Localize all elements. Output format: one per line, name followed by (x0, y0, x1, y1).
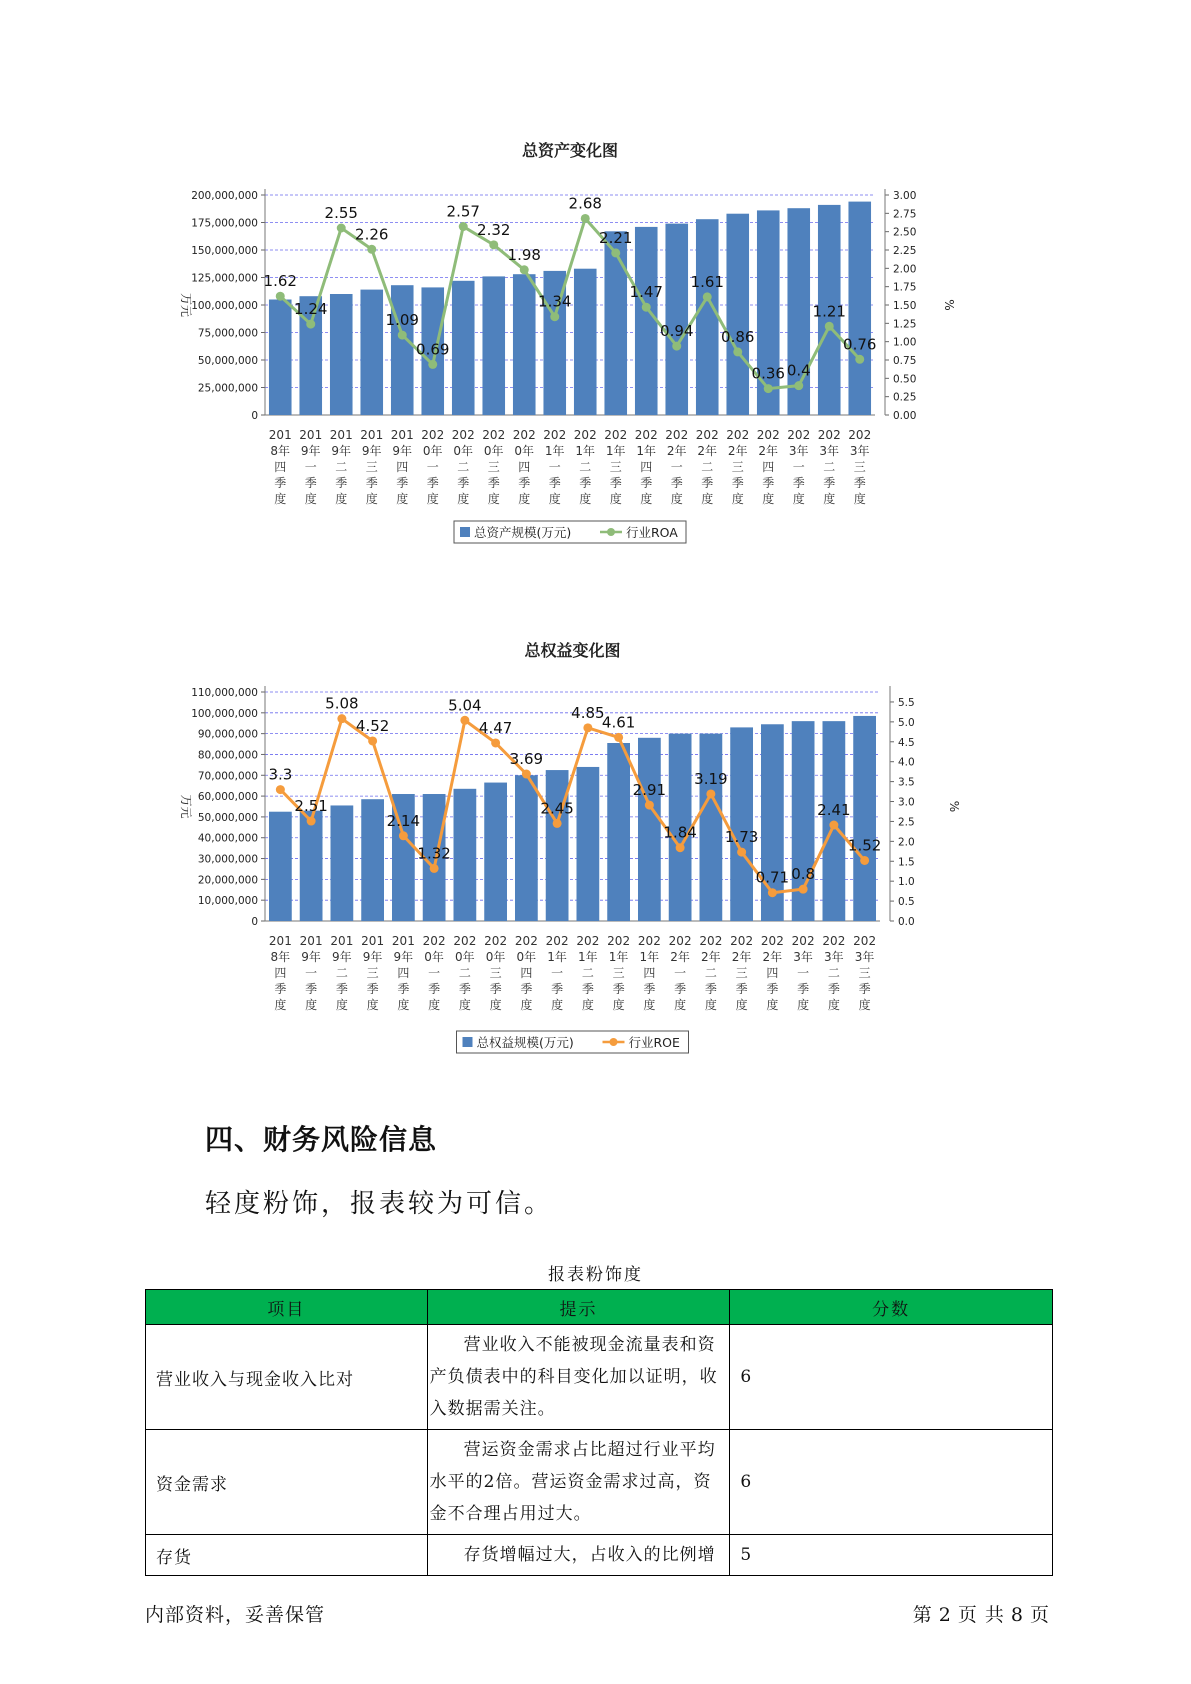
risk-summary: 轻度粉饰，报表较为可信。 (205, 1189, 554, 1219)
bar (853, 716, 876, 921)
x-tick-label: 202 2年一季度 (668, 934, 692, 1012)
bar (515, 775, 538, 921)
series-point (460, 716, 469, 725)
series-point (703, 292, 712, 301)
y-left-tick-label: 50,000,000 (197, 811, 258, 824)
x-tick-label: 202 3年二季度 (822, 934, 846, 1012)
row-score: 6 (730, 1325, 1053, 1430)
chart-title: 总权益变化图 (524, 641, 621, 660)
series-point (276, 292, 285, 301)
x-tick-label: 202 2年三季度 (726, 428, 750, 506)
y-right-tick-label: 1.00 (893, 336, 917, 349)
chart-title: 总资产变化图 (521, 141, 619, 160)
total-equity-chart (170, 640, 1030, 1100)
y-left-tick-label: 125,000,000 (191, 272, 258, 285)
series-point (581, 214, 590, 223)
y-left-tick-label: 50,000,000 (197, 355, 258, 367)
data-label: 4.61 (601, 713, 636, 732)
y-right-axis-label: % (947, 800, 961, 813)
bar (696, 219, 719, 415)
y-left-tick-label: 100,000,000 (191, 707, 258, 720)
x-tick-label: 202 0年三季度 (484, 934, 508, 1012)
bar (269, 812, 292, 921)
y-left-tick-label: 60,000,000 (197, 791, 258, 804)
series-point (611, 248, 620, 257)
bar (484, 783, 507, 921)
header-score: 分数 (730, 1290, 1053, 1325)
y-right-tick-label: 1.50 (893, 300, 917, 312)
data-label: 2.45 (540, 799, 574, 818)
data-label: 1.61 (690, 272, 724, 291)
data-label: 2.41 (817, 801, 851, 820)
row-tip: 营业收入不能被现金流量表和资产负债表中的科目变化加以证明，收入数据需关注。 (427, 1325, 730, 1430)
x-tick-label: 201 9年四季度 (391, 934, 415, 1012)
data-label: 5.08 (325, 694, 359, 713)
x-tick-label: 202 1年二季度 (573, 428, 597, 506)
x-tick-label: 201 9年二季度 (330, 934, 354, 1012)
series-point (829, 821, 838, 830)
series-point (764, 384, 773, 393)
y-left-tick-label: 0 (251, 410, 258, 422)
data-label: 2.57 (446, 202, 480, 221)
data-label: 1.62 (263, 272, 297, 291)
y-right-tick-label: 2.25 (893, 245, 917, 257)
bar (699, 734, 722, 921)
series-point (489, 240, 498, 249)
data-label: 3.19 (694, 769, 728, 788)
x-tick-label: 202 1年一季度 (543, 428, 567, 506)
legend-line-label: 行业ROE (628, 1035, 680, 1050)
x-tick-label: 201 9年四季度 (390, 428, 414, 506)
series-point (733, 347, 742, 356)
y-right-tick-label: 1.0 (898, 876, 915, 889)
x-tick-label: 202 3年三季度 (853, 934, 877, 1012)
y-right-tick-label: 0.0 (898, 916, 915, 928)
row-score: 5 (730, 1535, 1053, 1576)
x-tick-label: 202 1年一季度 (545, 934, 569, 1012)
y-right-tick-label: 3.5 (898, 776, 915, 789)
data-label: 1.34 (538, 292, 572, 311)
bar (604, 231, 627, 415)
data-label: 0.8 (791, 865, 816, 884)
series-point (337, 224, 346, 233)
series-point (642, 303, 651, 312)
data-label: 0.36 (751, 364, 785, 383)
x-tick-label: 202 0年一季度 (422, 934, 446, 1012)
bar (513, 274, 536, 415)
x-tick-label: 202 0年二季度 (451, 428, 475, 506)
data-label: 4.47 (478, 718, 513, 737)
x-tick-label: 201 8年四季度 (268, 934, 292, 1012)
bar (361, 799, 384, 921)
x-tick-label: 201 9年二季度 (329, 428, 353, 506)
section-title: 四、财务风险信息 (205, 1123, 438, 1156)
series-point (430, 864, 439, 873)
bar (452, 281, 475, 415)
data-label: 1.98 (507, 245, 541, 264)
data-label: 1.21 (812, 302, 846, 321)
header-tip: 提示 (427, 1290, 730, 1325)
bar (300, 811, 323, 921)
series-point (825, 322, 834, 331)
legend-bar-swatch (463, 1037, 473, 1047)
bar (576, 767, 599, 921)
y-right-tick-label: 1.75 (893, 281, 917, 294)
bar (665, 224, 688, 415)
y-left-tick-label: 200,000,000 (191, 190, 258, 202)
data-label: 0.86 (721, 327, 755, 346)
series-point (794, 381, 803, 390)
series-point (860, 856, 869, 865)
data-label: 1.09 (385, 311, 419, 330)
data-label: 2.55 (324, 204, 358, 222)
table-row (146, 1430, 1053, 1535)
series-point (276, 785, 285, 794)
series-point (645, 801, 654, 810)
data-label: 5.04 (448, 696, 482, 715)
data-label: 2.91 (632, 781, 667, 800)
y-right-tick-label: 4.0 (898, 756, 915, 769)
series-point (428, 360, 437, 369)
bar (453, 789, 476, 921)
data-label: 2.51 (294, 797, 328, 816)
page-prefix: 第 (912, 1604, 933, 1626)
data-label: 2.32 (477, 220, 511, 239)
row-tip: 存货增幅过大，占收入的比例增 (427, 1535, 730, 1576)
y-left-axis-label: 万元 (179, 292, 193, 318)
y-left-tick-label: 75,000,000 (197, 327, 258, 340)
x-tick-label: 202 0年三季度 (482, 428, 506, 506)
y-right-tick-label: 3.00 (893, 190, 917, 202)
y-right-axis-label: % (942, 299, 956, 311)
legend-line-label: 行业ROA (626, 525, 678, 540)
data-label: 0.69 (416, 340, 450, 359)
series-point (768, 888, 777, 897)
series-point (459, 222, 468, 231)
x-tick-label: 202 1年四季度 (634, 428, 658, 506)
y-left-tick-label: 10,000,000 (197, 895, 258, 908)
x-tick-label: 202 0年二季度 (453, 934, 477, 1012)
series-point (368, 736, 377, 745)
x-tick-label: 202 2年三季度 (730, 934, 754, 1012)
y-right-tick-label: 0.75 (893, 355, 917, 367)
x-tick-label: 202 0年四季度 (512, 428, 536, 506)
y-right-tick-label: 5.5 (898, 696, 915, 709)
y-left-tick-label: 175,000,000 (191, 217, 258, 230)
data-label: 1.47 (629, 283, 663, 302)
series-point (737, 848, 746, 857)
series-point (398, 331, 407, 340)
bar (848, 202, 871, 415)
data-label: 2.21 (599, 228, 633, 247)
table-row (146, 1535, 1053, 1576)
data-label: 1.32 (417, 844, 451, 863)
series-point (550, 312, 559, 321)
series-point (367, 245, 376, 254)
y-left-tick-label: 30,000,000 (197, 853, 258, 866)
data-label: 3.3 (268, 765, 293, 784)
y-left-tick-label: 90,000,000 (197, 728, 258, 741)
legend-bar-label: 总资产规模(万元) (474, 525, 572, 540)
page-total: 8 (1010, 1604, 1024, 1626)
y-left-tick-label: 100,000,000 (191, 300, 258, 312)
x-tick-label: 202 2年二季度 (699, 934, 723, 1012)
total-assets-chart-svg (170, 140, 1030, 590)
series-point (307, 817, 316, 826)
x-tick-label: 202 2年一季度 (665, 428, 689, 506)
series-point (676, 843, 685, 852)
y-right-tick-label: 0.50 (893, 373, 917, 386)
bar (546, 770, 569, 921)
x-tick-label: 202 1年三季度 (604, 428, 628, 506)
bar (360, 290, 383, 415)
y-right-tick-label: 2.75 (893, 208, 917, 221)
y-left-tick-label: 40,000,000 (197, 832, 258, 845)
series-point (337, 714, 346, 723)
footer-confidential: 内部资料，妥善保管 (145, 1604, 326, 1626)
legend-line-marker (607, 528, 615, 536)
data-label: 0.94 (660, 322, 694, 341)
series-point (520, 265, 529, 274)
y-left-tick-label: 110,000,000 (191, 687, 258, 699)
bar (726, 214, 749, 415)
row-item: 营业收入与现金收入比对 (146, 1325, 428, 1430)
x-tick-label: 202 0年四季度 (514, 934, 538, 1012)
y-left-tick-label: 0 (251, 916, 258, 928)
y-right-tick-label: 2.50 (893, 226, 917, 239)
y-left-tick-label: 25,000,000 (197, 382, 258, 395)
series-point (553, 819, 562, 828)
bar (574, 269, 597, 415)
bar (330, 294, 353, 415)
table-row (146, 1325, 1053, 1430)
legend-line-marker (610, 1038, 618, 1046)
series-point (855, 355, 864, 364)
data-label: 2.68 (568, 194, 602, 213)
footer-page-number (910, 1600, 1053, 1627)
x-tick-label: 201 9年三季度 (361, 934, 385, 1012)
y-right-tick-label: 0.5 (898, 896, 915, 909)
bar (269, 300, 292, 416)
series-point (522, 770, 531, 779)
data-label: 4.85 (571, 703, 605, 722)
series-point (614, 733, 623, 742)
y-left-tick-label: 20,000,000 (197, 874, 258, 887)
series-point (583, 723, 592, 732)
series-point (799, 885, 808, 894)
x-tick-label: 201 9年三季度 (360, 428, 384, 506)
legend-bar-label: 总权益规模(万元) (476, 1035, 574, 1050)
x-tick-label: 202 1年二季度 (576, 934, 600, 1012)
data-label: 2.14 (386, 811, 421, 830)
row-score: 6 (730, 1430, 1053, 1535)
table-header-row (146, 1290, 1053, 1325)
data-label: 2.26 (355, 225, 389, 244)
y-right-tick-label: 0.00 (893, 410, 917, 422)
x-tick-label: 202 3年一季度 (787, 428, 811, 506)
data-label: 4.52 (355, 716, 390, 735)
total-equity-chart-svg (170, 640, 1030, 1100)
y-right-tick-label: 5.0 (898, 716, 915, 729)
series-point (706, 789, 715, 798)
data-label: 1.84 (663, 823, 697, 842)
page-current: 2 (938, 1604, 952, 1626)
x-tick-label: 202 1年四季度 (637, 934, 661, 1012)
data-label: 0.4 (786, 361, 811, 380)
bar (330, 805, 353, 921)
series-point (672, 342, 681, 351)
series-point (491, 738, 500, 747)
x-tick-label: 202 3年一季度 (791, 934, 815, 1012)
series-point (399, 831, 408, 840)
row-tip: 营运资金需求占比超过行业平均水平的2倍。营运资金需求过高，资金不合理占用过大。 (427, 1430, 730, 1535)
y-left-tick-label: 70,000,000 (197, 770, 258, 783)
bar (638, 738, 661, 921)
row-item: 存货 (146, 1535, 428, 1576)
y-left-tick-label: 80,000,000 (197, 749, 258, 762)
y-left-axis-label: 万元 (179, 794, 193, 819)
page-mid: 页 共 (957, 1604, 1005, 1626)
header-item: 项目 (146, 1290, 428, 1325)
bar (730, 727, 753, 921)
bar (635, 227, 658, 415)
x-tick-label: 201 8年四季度 (268, 428, 292, 506)
bar (482, 276, 505, 415)
y-right-tick-label: 3.0 (898, 796, 915, 809)
y-right-tick-label: 2.5 (898, 816, 915, 829)
y-right-tick-label: 2.00 (893, 263, 917, 276)
y-right-tick-label: 1.5 (898, 856, 915, 869)
x-tick-label: 202 1年三季度 (607, 934, 631, 1012)
data-label: 1.24 (294, 300, 328, 319)
x-tick-label: 202 0年一季度 (421, 428, 445, 506)
bar (391, 285, 414, 415)
risk-table (145, 1289, 1053, 1576)
y-right-tick-label: 4.5 (898, 736, 915, 749)
data-label: 0.71 (755, 868, 790, 887)
x-tick-label: 201 9年一季度 (299, 428, 323, 506)
y-left-tick-label: 150,000,000 (191, 245, 258, 257)
row-item: 资金需求 (146, 1430, 428, 1535)
total-assets-chart (170, 140, 1030, 590)
y-right-tick-label: 1.25 (893, 318, 917, 331)
data-label: 1.52 (847, 836, 882, 855)
x-tick-label: 201 9年一季度 (299, 934, 323, 1012)
legend-bar-swatch (460, 527, 470, 537)
x-tick-label: 202 2年四季度 (760, 934, 784, 1012)
series-point (306, 320, 315, 329)
page-suffix: 页 (1029, 1604, 1050, 1626)
data-label: 0.76 (843, 335, 877, 354)
bar (607, 743, 630, 921)
data-label: 1.73 (724, 828, 759, 847)
y-right-tick-label: 0.25 (893, 391, 917, 404)
x-tick-label: 202 3年二季度 (817, 428, 841, 506)
x-tick-label: 202 2年二季度 (695, 428, 719, 506)
x-tick-label: 202 3年三季度 (848, 428, 872, 506)
data-label: 3.69 (509, 750, 544, 769)
table-caption: 报表粉饰度 (548, 1265, 643, 1285)
x-tick-label: 202 2年四季度 (756, 428, 780, 506)
y-right-tick-label: 2.0 (898, 836, 915, 849)
